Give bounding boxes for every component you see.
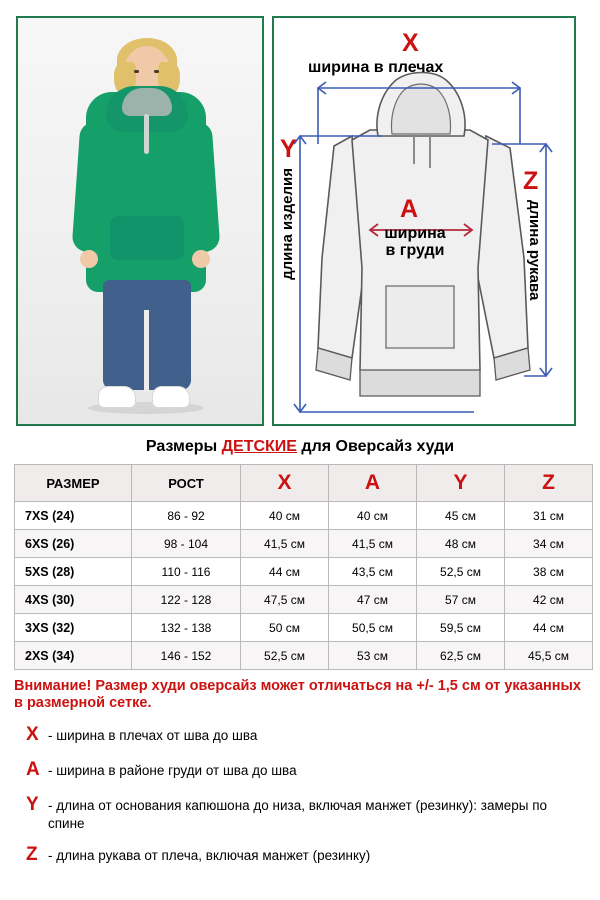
size-table-head [15,465,593,502]
diagram-label-z-text: длина рукава [525,200,543,301]
legend-item-x [26,722,586,748]
cell-z: 31 см [505,502,593,530]
measurement-diagram-panel [272,16,576,426]
cell-z: 38 см [505,558,593,586]
cell-z: 45,5 см [505,642,593,670]
model-leg-gap [144,310,149,392]
cell-size: 2XS (34) [15,642,132,670]
legend-key-y: Y [26,793,39,815]
cell-height: 122 - 128 [132,586,241,614]
cell-z: 44 см [505,614,593,642]
legend-text-x: - ширина в плечах от шва до шва [48,728,258,744]
cell-x: 40 см [241,502,329,530]
th-z: Z [505,465,593,502]
table-row [15,614,593,642]
cell-height: 132 - 138 [132,614,241,642]
page-title [0,426,600,464]
th-a: A [329,465,417,502]
size-table [14,464,593,670]
cell-y: 48 см [417,530,505,558]
cell-size: 5XS (28) [15,558,132,586]
model-eye-right [154,70,159,73]
model-eye-left [134,70,139,73]
legend-item-y [26,792,586,833]
table-row [15,642,593,670]
th-size: РАЗМЕР [15,465,132,502]
diagram-label-x-key: X [402,29,419,57]
legend-key-z: Z [26,843,38,865]
legend-item-a [26,757,586,783]
table-row [15,586,593,614]
measurement-diagram [274,18,574,424]
legend-text-z: - длина рукава от плеча, включая манжет (резинку) [48,847,371,863]
cell-a: 41,5 см [329,530,417,558]
cell-height: 98 - 104 [132,530,241,558]
product-photo [18,18,262,424]
cell-x: 41,5 см [241,530,329,558]
cell-size: 4XS (30) [15,586,132,614]
cell-x: 52,5 см [241,642,329,670]
cell-height: 146 - 152 [132,642,241,670]
legend-item-z [26,842,586,868]
diagram-label-a-key: A [400,195,419,223]
legend-text-a: - ширина в районе груди от шва до шва [48,762,297,778]
diagram-label-y-text: длина изделия [279,168,296,280]
cell-y: 52,5 см [417,558,505,586]
th-x: X [241,465,329,502]
cell-z: 34 см [505,530,593,558]
table-row [15,530,593,558]
model-hand-right [192,250,210,268]
cell-size: 7XS (24) [15,502,132,530]
cell-size: 6XS (26) [15,530,132,558]
th-height: РОСТ [132,465,241,502]
title-after: для Оверсайз худи [296,438,455,455]
size-table-wrap [0,464,600,670]
warning-note: Внимание! Размер худи оверсайз может отличаться на +/- 1,5 см от указанных в размерной сетке. [14,678,581,712]
cell-height: 86 - 92 [132,502,241,530]
hoodie-kangaroo-pocket [110,216,184,260]
model-shoe-right [152,386,190,408]
legend-key-a: A [26,758,40,780]
cell-a: 50,5 см [329,614,417,642]
legend-text-y: - длина от основания капюшона до низа, включая манжет (резинку): замеры по спине [48,797,548,831]
hoodie-zipper [144,114,149,154]
product-photo-panel [16,16,264,426]
diagram-label-x-text: ширина в плечах [308,59,444,76]
table-header-row [15,465,593,502]
cell-y: 59,5 см [417,614,505,642]
cell-y: 57 см [417,586,505,614]
diagram-label-y-key: Y [280,135,297,163]
title-highlight: ДЕТСКИЕ [221,438,297,455]
table-row [15,558,593,586]
legend-key-x: X [26,724,39,746]
model-shoe-left [98,386,136,408]
cell-a: 43,5 см [329,558,417,586]
diagram-label-a-text-line1: ширина [384,225,446,242]
cell-y: 45 см [417,502,505,530]
image-panels [0,0,600,426]
size-table-body [15,502,593,670]
cell-x: 44 см [241,558,329,586]
table-row [15,502,593,530]
legend [0,714,600,867]
diagram-label-a-text [360,226,470,260]
cell-a: 47 см [329,586,417,614]
cell-y: 62,5 см [417,642,505,670]
cell-size: 3XS (32) [15,614,132,642]
diagram-label-a-text-line2: в груди [385,241,445,259]
cell-a: 40 см [329,502,417,530]
diagram-label-z-key: Z [523,167,539,195]
cell-z: 42 см [505,586,593,614]
th-y: Y [417,465,505,502]
title-before: Размеры [145,438,222,455]
hoodie-hood-lining [122,88,172,116]
cell-height: 110 - 116 [132,558,241,586]
cell-a: 53 см [329,642,417,670]
cell-x: 47,5 см [241,586,329,614]
cell-x: 50 см [241,614,329,642]
model-hand-left [80,250,98,268]
